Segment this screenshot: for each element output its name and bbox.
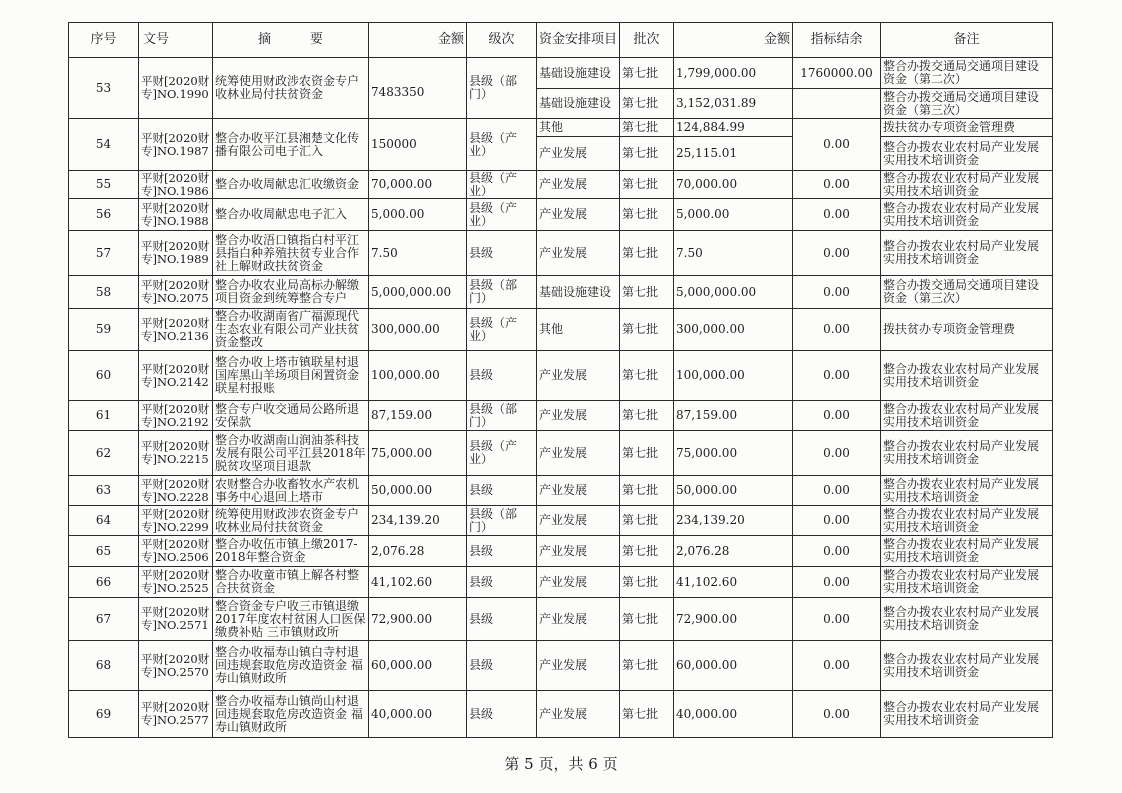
table-row [69, 351, 1053, 401]
row-allocated-amount: 75,000.00 [674, 431, 793, 476]
row-seq: 62 [69, 431, 139, 476]
row-remark: 整合办拨交通局交通项目建设资金（第三次） [881, 276, 1053, 309]
page-footer: 第 5 页，共 6 页 [504, 755, 618, 773]
row-summary: 整合办收上塔市镇联星村退国库黑山羊场项目闲置资金联星村报账 [213, 351, 369, 401]
row-allocated-amount: 234,139.20 [674, 506, 793, 536]
row-doc-no: 平财[2020财专]NO.1989 [139, 231, 213, 276]
row-level: 县级 [467, 536, 537, 567]
table-row [69, 231, 1053, 276]
row-seq: 53 [69, 58, 139, 119]
header-level: 级次 [467, 23, 537, 58]
row-allocated-amount: 41,102.60 [674, 567, 793, 598]
row-remark: 整合办拨农业农村局产业发展实用技术培训资金 [881, 137, 1053, 171]
header-project: 资金安排项目 [537, 23, 620, 58]
row-amount: 7.50 [369, 231, 467, 276]
row-batch: 第七批 [620, 567, 674, 598]
row-amount: 60,000.00 [369, 641, 467, 691]
row-summary: 统筹使用财政涉农资金专户收林业局付扶贫资金 [213, 58, 369, 119]
row-remark: 整合办拨农业农村局产业发展实用技术培训资金 [881, 231, 1053, 276]
row-summary: 整合办收周献忠汇收缴资金 [213, 171, 369, 199]
row-project: 产业发展 [537, 231, 620, 276]
row-balance: 0.00 [793, 119, 881, 171]
row-remark: 整合办拨农业农村局产业发展实用技术培训资金 [881, 691, 1053, 738]
row-doc-no: 平财[2020财专]NO.2142 [139, 351, 213, 401]
row-allocated-amount: 100,000.00 [674, 351, 793, 401]
row-project: 产业发展 [537, 431, 620, 476]
row-remark: 拨扶贫办专项资金管理费 [881, 309, 1053, 351]
header-doc-no: 文号 [139, 23, 213, 58]
row-seq: 61 [69, 401, 139, 431]
row-summary: 整合办收农业局高标办解缴项目资金到统筹整合专户 [213, 276, 369, 309]
table-row [69, 171, 1053, 199]
row-level: 县级 [467, 691, 537, 738]
row-allocated-amount: 3,152,031.89 [674, 89, 793, 119]
row-balance [793, 89, 881, 119]
row-summary: 整合办收湖南省广福源现代生态农业有限公司产业扶贫资金整改 [213, 309, 369, 351]
row-seq: 58 [69, 276, 139, 309]
row-level: 县级 [467, 351, 537, 401]
row-project: 产业发展 [537, 641, 620, 691]
row-doc-no: 平财[2020财专]NO.2299 [139, 506, 213, 536]
row-amount: 72,900.00 [369, 598, 467, 641]
table-row [69, 431, 1053, 476]
row-doc-no: 平财[2020财专]NO.2571 [139, 598, 213, 641]
row-batch: 第七批 [620, 231, 674, 276]
row-level: 县级（产业） [467, 309, 537, 351]
row-batch: 第七批 [620, 309, 674, 351]
header-allocated-amount: 金额 [674, 23, 793, 58]
row-seq: 57 [69, 231, 139, 276]
row-project: 基础设施建设 [537, 58, 620, 89]
row-doc-no: 平财[2020财专]NO.2570 [139, 641, 213, 691]
row-batch: 第七批 [620, 641, 674, 691]
row-remark: 整合办拨交通局交通项目建设资金（第三次） [881, 89, 1053, 119]
row-amount: 87,159.00 [369, 401, 467, 431]
table-row [69, 276, 1053, 309]
row-summary: 整合办收周献忠电子汇入 [213, 199, 369, 231]
row-summary: 农财整合办收畜牧水产农机事务中心退回上塔市 [213, 476, 369, 506]
table-row [69, 119, 1053, 137]
row-batch: 第七批 [620, 119, 674, 137]
table-row [69, 476, 1053, 506]
table-row [69, 401, 1053, 431]
row-batch: 第七批 [620, 89, 674, 119]
row-seq: 63 [69, 476, 139, 506]
row-batch: 第七批 [620, 137, 674, 171]
row-summary: 整合办收童市镇上解各村整合扶贫资金 [213, 567, 369, 598]
row-remark: 整合办拨农业农村局产业发展实用技术培训资金 [881, 171, 1053, 199]
fund-ledger-table [68, 22, 1053, 738]
row-project: 产业发展 [537, 598, 620, 641]
row-seq: 65 [69, 536, 139, 567]
row-project: 产业发展 [537, 567, 620, 598]
row-doc-no: 平财[2020财专]NO.2525 [139, 567, 213, 598]
row-amount: 5,000,000.00 [369, 276, 467, 309]
table-row [69, 567, 1053, 598]
row-balance: 0.00 [793, 351, 881, 401]
row-seq: 66 [69, 567, 139, 598]
row-allocated-amount: 300,000.00 [674, 309, 793, 351]
row-balance: 0.00 [793, 199, 881, 231]
table-row [69, 506, 1053, 536]
row-doc-no: 平财[2020财专]NO.1988 [139, 199, 213, 231]
row-batch: 第七批 [620, 691, 674, 738]
row-remark: 整合办拨农业农村局产业发展实用技术培训资金 [881, 431, 1053, 476]
row-amount: 300,000.00 [369, 309, 467, 351]
row-summary: 整合资金专户收三市镇退缴2017年度农村贫困人口医保缴费补贴 三市镇财政所 [213, 598, 369, 641]
row-seq: 69 [69, 691, 139, 738]
row-amount: 40,000.00 [369, 691, 467, 738]
row-amount: 100,000.00 [369, 351, 467, 401]
row-balance: 0.00 [793, 641, 881, 691]
row-amount: 41,102.60 [369, 567, 467, 598]
row-project: 基础设施建设 [537, 276, 620, 309]
row-allocated-amount: 72,900.00 [674, 598, 793, 641]
row-amount: 50,000.00 [369, 476, 467, 506]
row-remark: 整合办拨农业农村局产业发展实用技术培训资金 [881, 641, 1053, 691]
row-allocated-amount: 70,000.00 [674, 171, 793, 199]
row-level: 县级 [467, 598, 537, 641]
row-allocated-amount: 5,000.00 [674, 199, 793, 231]
row-level: 县级 [467, 476, 537, 506]
row-project: 其他 [537, 119, 620, 137]
row-allocated-amount: 1,799,000.00 [674, 58, 793, 89]
row-project: 产业发展 [537, 691, 620, 738]
row-amount: 5,000.00 [369, 199, 467, 231]
row-doc-no: 平财[2020财专]NO.2228 [139, 476, 213, 506]
row-batch: 第七批 [620, 536, 674, 567]
row-project: 产业发展 [537, 536, 620, 567]
row-level: 县级（部门） [467, 506, 537, 536]
row-doc-no: 平财[2020财专]NO.2506 [139, 536, 213, 567]
row-amount: 70,000.00 [369, 171, 467, 199]
table-row [69, 641, 1053, 691]
header-summary: 摘 要 [213, 23, 369, 58]
row-seq: 54 [69, 119, 139, 171]
row-project: 产业发展 [537, 506, 620, 536]
table-row [69, 536, 1053, 567]
row-project: 产业发展 [537, 199, 620, 231]
row-seq: 64 [69, 506, 139, 536]
row-level: 县级（产业） [467, 431, 537, 476]
row-summary: 整合办收平江县湘楚文化传播有限公司电子汇入 [213, 119, 369, 171]
row-balance: 0.00 [793, 506, 881, 536]
row-allocated-amount: 60,000.00 [674, 641, 793, 691]
row-remark: 整合办拨农业农村局产业发展实用技术培训资金 [881, 506, 1053, 536]
row-balance: 0.00 [793, 231, 881, 276]
table-row [69, 309, 1053, 351]
row-batch: 第七批 [620, 351, 674, 401]
row-remark: 整合办拨农业农村局产业发展实用技术培训资金 [881, 567, 1053, 598]
row-balance: 1760000.00 [793, 58, 881, 89]
row-doc-no: 平财[2020财专]NO.1987 [139, 119, 213, 171]
row-balance: 0.00 [793, 567, 881, 598]
row-level: 县级 [467, 641, 537, 691]
row-allocated-amount: 25,115.01 [674, 137, 793, 171]
row-doc-no: 平财[2020财专]NO.2215 [139, 431, 213, 476]
row-balance: 0.00 [793, 431, 881, 476]
row-project: 基础设施建设 [537, 89, 620, 119]
row-doc-no: 平财[2020财专]NO.2136 [139, 309, 213, 351]
row-level: 县级（部门） [467, 276, 537, 309]
row-remark: 整合办拨农业农村局产业发展实用技术培训资金 [881, 598, 1053, 641]
row-balance: 0.00 [793, 598, 881, 641]
row-allocated-amount: 7.50 [674, 231, 793, 276]
row-balance: 0.00 [793, 536, 881, 567]
row-allocated-amount: 87,159.00 [674, 401, 793, 431]
row-summary: 整合办收湖南山润油茶科技发展有限公司平江县2018年脱贫攻坚项目退款 [213, 431, 369, 476]
row-amount: 150000 [369, 119, 467, 171]
header-remark: 备注 [881, 23, 1053, 58]
row-summary: 整合办收福寿山镇尚山村退回违规套取危房改造资金 福寿山镇财政所 [213, 691, 369, 738]
row-amount: 2,076.28 [369, 536, 467, 567]
row-remark: 拨扶贫办专项资金管理费 [881, 119, 1053, 137]
row-level: 县级（部门） [467, 401, 537, 431]
header-batch: 批次 [620, 23, 674, 58]
row-remark: 整合办拨农业农村局产业发展实用技术培训资金 [881, 199, 1053, 231]
table-row [69, 58, 1053, 89]
row-balance: 0.00 [793, 309, 881, 351]
row-seq: 55 [69, 171, 139, 199]
table-row [69, 598, 1053, 641]
row-batch: 第七批 [620, 506, 674, 536]
row-seq: 60 [69, 351, 139, 401]
row-balance: 0.00 [793, 691, 881, 738]
row-balance: 0.00 [793, 476, 881, 506]
row-doc-no: 平财[2020财专]NO.2577 [139, 691, 213, 738]
row-project: 产业发展 [537, 171, 620, 199]
row-level: 县级 [467, 567, 537, 598]
row-batch: 第七批 [620, 58, 674, 89]
row-doc-no: 平财[2020财专]NO.2075 [139, 276, 213, 309]
row-allocated-amount: 124,884.99 [674, 119, 793, 137]
row-level: 县级（产业） [467, 171, 537, 199]
row-allocated-amount: 5,000,000.00 [674, 276, 793, 309]
row-allocated-amount: 50,000.00 [674, 476, 793, 506]
row-batch: 第七批 [620, 431, 674, 476]
row-batch: 第七批 [620, 476, 674, 506]
table-row [69, 691, 1053, 738]
row-batch: 第七批 [620, 598, 674, 641]
row-project: 产业发展 [537, 401, 620, 431]
row-balance: 0.00 [793, 276, 881, 309]
row-summary: 整合办收伍市镇上缴2017-2018年整合资金 [213, 536, 369, 567]
row-batch: 第七批 [620, 199, 674, 231]
row-amount: 75,000.00 [369, 431, 467, 476]
row-level: 县级（部门） [467, 58, 537, 119]
row-remark: 整合办拨农业农村局产业发展实用技术培训资金 [881, 351, 1053, 401]
row-remark: 整合办拨农业农村局产业发展实用技术培训资金 [881, 401, 1053, 431]
row-amount: 7483350 [369, 58, 467, 119]
row-project: 产业发展 [537, 476, 620, 506]
row-batch: 第七批 [620, 401, 674, 431]
header-seq: 序号 [69, 23, 139, 58]
row-seq: 68 [69, 641, 139, 691]
row-doc-no: 平财[2020财专]NO.1986 [139, 171, 213, 199]
row-summary: 统筹使用财政涉农资金专户收林业局付扶贫资金 [213, 506, 369, 536]
row-remark: 整合办拨交通局交通项目建设资金（第二次） [881, 58, 1053, 89]
row-project: 产业发展 [537, 137, 620, 171]
header-amount: 金额 [369, 23, 467, 58]
table-row [69, 199, 1053, 231]
row-seq: 67 [69, 598, 139, 641]
row-doc-no: 平财[2020财专]NO.1990 [139, 58, 213, 119]
row-summary: 整合办收福寿山镇白寺村退回违规套取危房改造资金 福寿山镇财政所 [213, 641, 369, 691]
row-level: 县级（产业） [467, 199, 537, 231]
row-summary: 整合专户收交通局公路所退安保款 [213, 401, 369, 431]
row-level: 县级（产业） [467, 119, 537, 171]
row-allocated-amount: 2,076.28 [674, 536, 793, 567]
row-amount: 234,139.20 [369, 506, 467, 536]
row-remark: 整合办拨农业农村局产业发展实用技术培训资金 [881, 536, 1053, 567]
row-project: 其他 [537, 309, 620, 351]
header-balance: 指标结余 [793, 23, 881, 58]
row-allocated-amount: 40,000.00 [674, 691, 793, 738]
row-balance: 0.00 [793, 171, 881, 199]
row-doc-no: 平财[2020财专]NO.2192 [139, 401, 213, 431]
row-batch: 第七批 [620, 171, 674, 199]
row-seq: 56 [69, 199, 139, 231]
row-seq: 59 [69, 309, 139, 351]
row-summary: 整合办收浯口镇指白村平江县指白种养殖扶贫专业合作社上解财政扶贫资金 [213, 231, 369, 276]
row-remark: 整合办拨农业农村局产业发展实用技术培训资金 [881, 476, 1053, 506]
row-batch: 第七批 [620, 276, 674, 309]
row-project: 产业发展 [537, 351, 620, 401]
row-balance: 0.00 [793, 401, 881, 431]
row-level: 县级 [467, 231, 537, 276]
table-header-row [69, 23, 1053, 58]
